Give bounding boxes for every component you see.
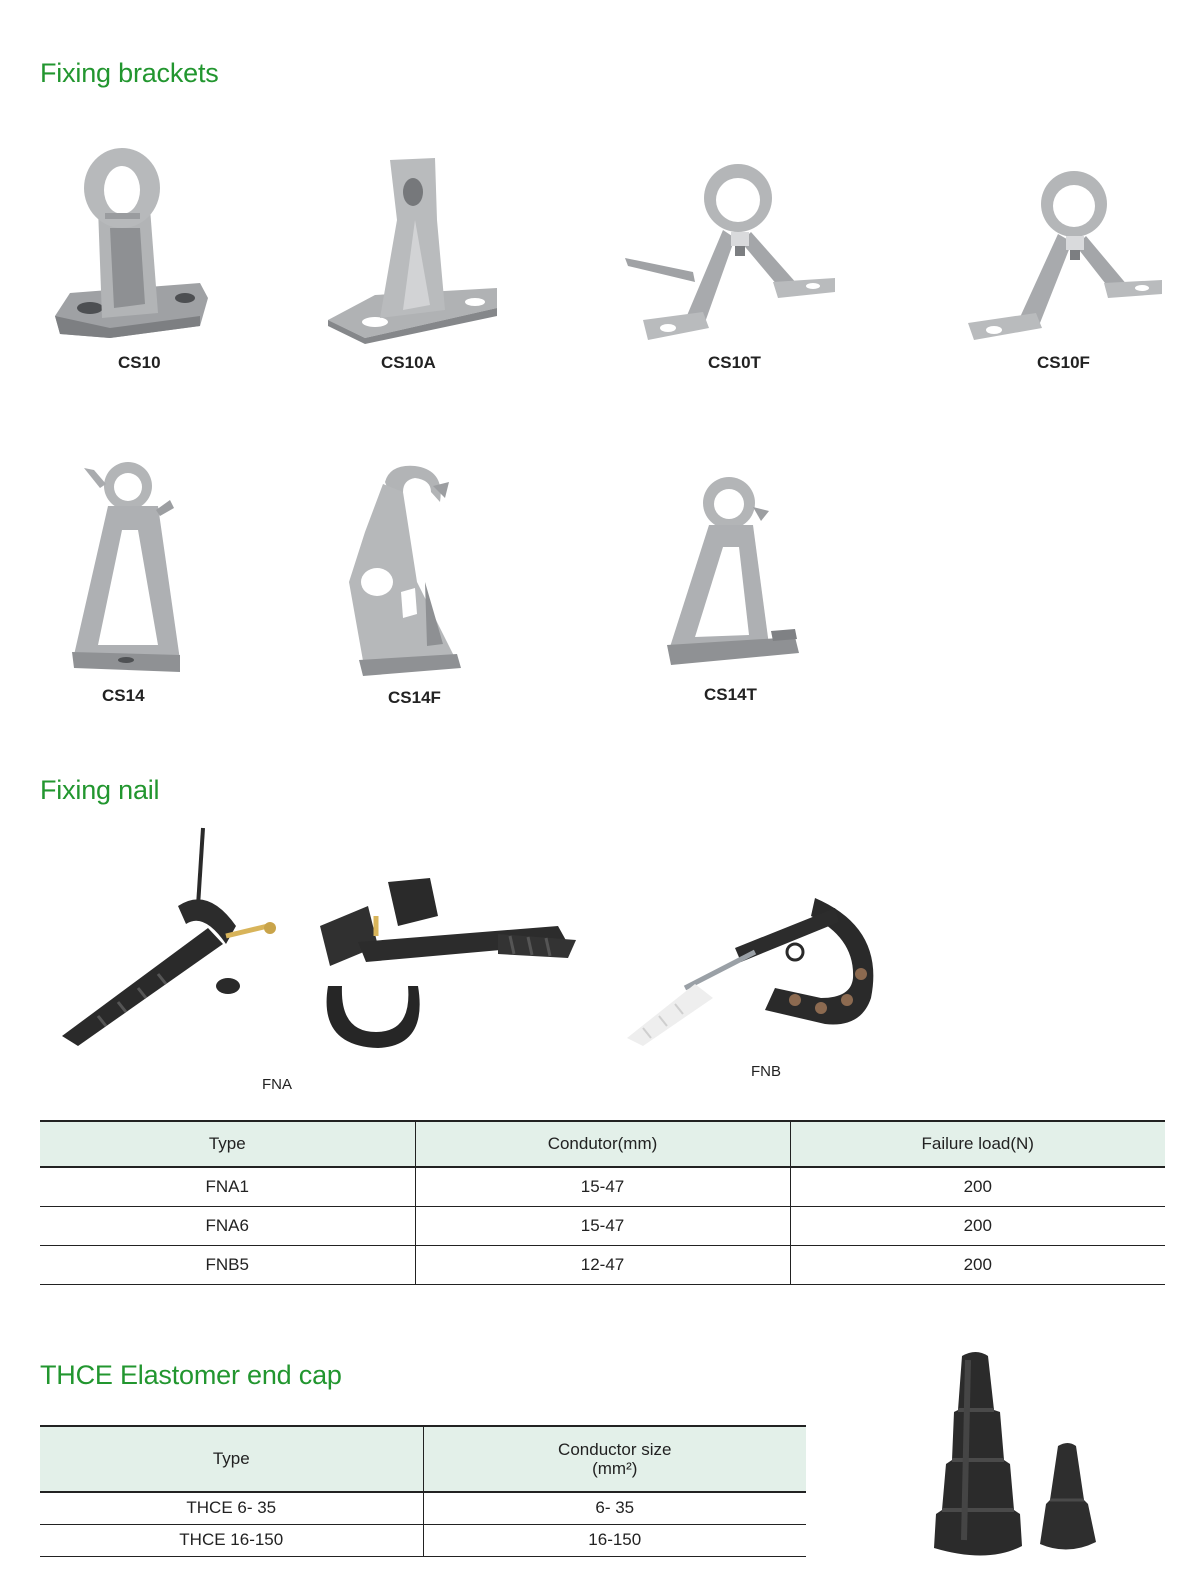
caption-cs10: CS10: [118, 353, 161, 372]
product-cs10t: [623, 160, 838, 345]
elastomer-end-cap-icon: [928, 1350, 1106, 1560]
cell-type: FNB5: [40, 1245, 415, 1284]
header-conductor: Condutor(mm): [415, 1121, 790, 1167]
caption-cs10t: CS10T: [708, 353, 761, 372]
bracket-cs10t-icon: [623, 160, 838, 345]
caption-cs10a: CS10A: [381, 353, 436, 372]
product-fna: [58, 826, 583, 1056]
section-title-fixing-brackets: Fixing brackets: [40, 58, 219, 88]
fixing-nail-fnb-icon: [625, 888, 880, 1048]
table-row: [40, 1492, 806, 1524]
table-row: [40, 1524, 806, 1556]
fixing-nail-table: [40, 1120, 1165, 1285]
fixing-nail-fna-icon: [58, 826, 583, 1056]
bracket-cs14-icon: [70, 460, 185, 675]
table-header-row: [40, 1426, 806, 1492]
product-cs14f: [345, 462, 470, 677]
caption-cs14t: CS14T: [704, 685, 757, 704]
caption-cs10f: CS10F: [1037, 353, 1090, 372]
cell-conductor: 15-47: [415, 1206, 790, 1245]
product-cs14t: [665, 475, 800, 675]
product-cs10a: [325, 160, 500, 340]
caption-cs14: CS14: [102, 686, 145, 705]
cell-failure-load: 200: [790, 1167, 1165, 1206]
bracket-cs14f-icon: [345, 462, 470, 677]
cell-type: THCE 6- 35: [40, 1492, 423, 1524]
table-row: [40, 1245, 1165, 1284]
cell-conductor-size: 16-150: [423, 1524, 806, 1556]
cell-failure-load: 200: [790, 1206, 1165, 1245]
header-conductor-size: [423, 1426, 806, 1492]
bracket-cs10a-icon: [325, 160, 500, 340]
caption-cs14f: CS14F: [388, 688, 441, 707]
bracket-cs10f-icon: [966, 168, 1166, 346]
product-cs10: [50, 148, 215, 348]
cell-conductor: 15-47: [415, 1167, 790, 1206]
header-conductor-size-unit: (mm²): [592, 1459, 638, 1478]
table-header-row: [40, 1121, 1165, 1167]
section-title-fixing-nail: Fixing nail: [40, 775, 160, 805]
end-cap-table: [40, 1425, 806, 1557]
caption-fna: FNA: [262, 1076, 292, 1093]
cell-conductor: 12-47: [415, 1245, 790, 1284]
cell-type: FNA1: [40, 1167, 415, 1206]
caption-fnb: FNB: [751, 1063, 781, 1080]
cell-type: FNA6: [40, 1206, 415, 1245]
product-end-cap: [928, 1350, 1106, 1560]
header-failure-load: Failure load(N): [790, 1121, 1165, 1167]
cell-conductor-size: 6- 35: [423, 1492, 806, 1524]
table-row: [40, 1167, 1165, 1206]
product-fnb: [625, 888, 880, 1048]
header-type: Type: [40, 1426, 423, 1492]
product-cs10f: [966, 168, 1166, 346]
header-type: Type: [40, 1121, 415, 1167]
product-cs14: [70, 460, 185, 675]
cell-failure-load: 200: [790, 1245, 1165, 1284]
cell-type: THCE 16-150: [40, 1524, 423, 1556]
table-row: [40, 1206, 1165, 1245]
header-conductor-size-label: Conductor size: [558, 1440, 672, 1459]
bracket-cs14t-icon: [665, 475, 800, 675]
bracket-cs10-icon: [50, 148, 215, 348]
section-title-end-cap: THCE Elastomer end cap: [40, 1360, 342, 1390]
